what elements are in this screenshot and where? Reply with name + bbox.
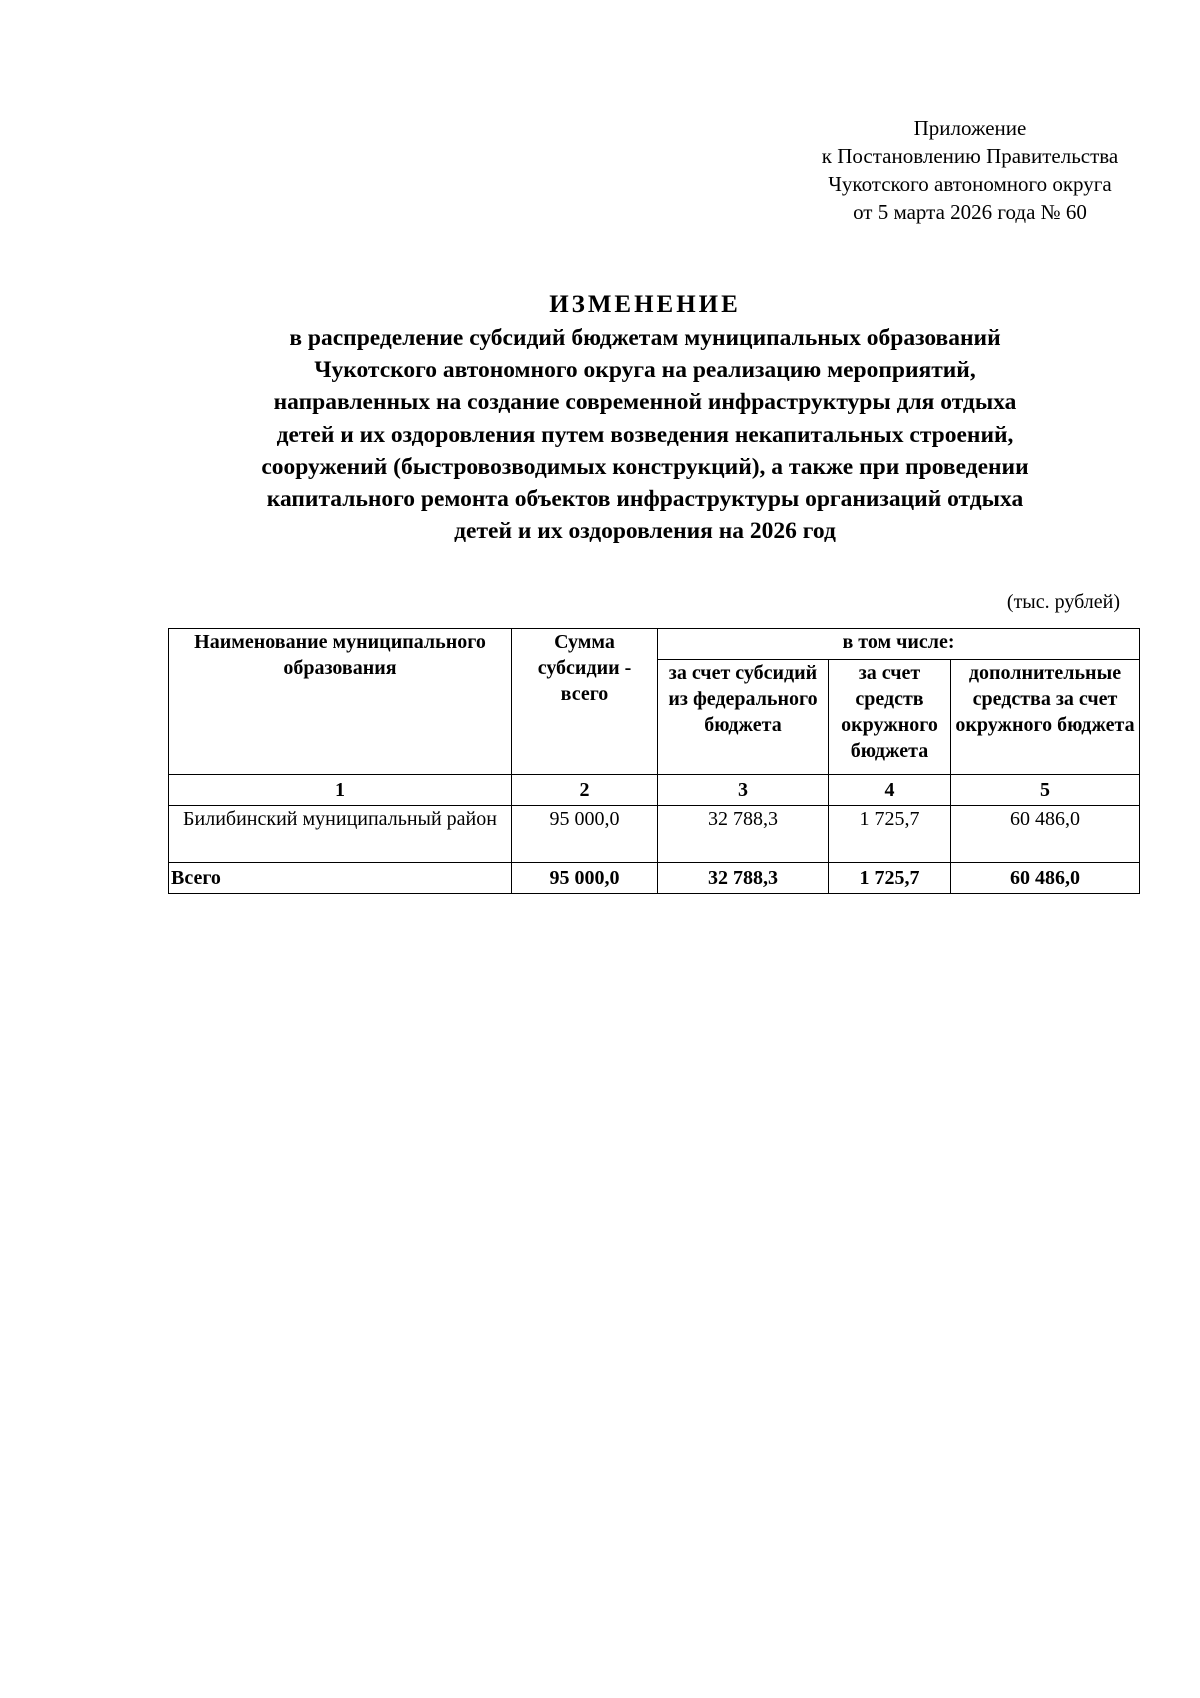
cell-federal: 32 788,3: [658, 806, 829, 863]
cell-total: 95 000,0: [512, 806, 658, 863]
cell-district: 1 725,7: [829, 806, 951, 863]
column-number: 2: [512, 775, 658, 806]
total-federal: 32 788,3: [658, 863, 829, 894]
header-federal: за счет субсидий из федерального бюджета: [658, 660, 829, 775]
heading-line: в распределение субсидий бюджетам муниципальных образований: [289, 325, 1001, 351]
appendix-block: [780, 114, 1160, 226]
header-total: Сумма субсидии - всего: [512, 629, 658, 775]
table-header-row: [169, 629, 1140, 660]
total-sum: 95 000,0: [512, 863, 658, 894]
appendix-line: к Постановлению Правительства: [821, 144, 1119, 168]
document-heading: [120, 288, 1170, 547]
appendix-line: Приложение: [913, 116, 1027, 140]
table-number-row: [169, 775, 1140, 806]
heading-line: Чукотского автономного округа на реализацию мероприятий,: [314, 357, 976, 384]
heading-line: сооружений (быстровозводимых конструкций), а также при проведении: [261, 453, 1029, 480]
total-additional: 60 486,0: [951, 863, 1140, 894]
appendix-line: Чукотского автономного округа: [828, 172, 1112, 196]
header-municipality: Наименование муниципального образования: [169, 629, 512, 775]
total-label: Всего: [169, 863, 512, 894]
heading-line: детей и их оздоровления на 2026 год: [454, 518, 836, 545]
total-district: 1 725,7: [829, 863, 951, 894]
cell-additional: 60 486,0: [951, 806, 1140, 863]
header-including: в том числе:: [658, 629, 1140, 660]
column-number: 3: [658, 775, 829, 806]
table-total-row: [169, 863, 1140, 894]
heading-line: детей и их оздоровления путем возведения некапитальных строений,: [276, 421, 1014, 448]
table-row: [169, 806, 1140, 863]
column-number: 5: [951, 775, 1140, 806]
subsidy-table: [168, 628, 1140, 894]
column-number: 4: [829, 775, 951, 806]
units-label: (тыс. рублей): [1006, 591, 1120, 613]
header-district: за счет средств окружного бюджета: [829, 660, 951, 775]
heading-line: капитального ремонта объектов инфраструктуры организаций отдыха: [266, 486, 1024, 513]
appendix-line: от 5 марта 2026 года № 60: [853, 200, 1087, 224]
heading-title: ИЗМЕНЕНИЕ: [549, 291, 741, 318]
header-additional: дополнительные средства за счет окружного бюджета: [951, 660, 1140, 775]
cell-municipality: Билибинский муниципальный район: [169, 806, 512, 863]
heading-line: направленных на создание современной инфраструктуры для отдыха: [273, 389, 1017, 416]
column-number: 1: [169, 775, 512, 806]
